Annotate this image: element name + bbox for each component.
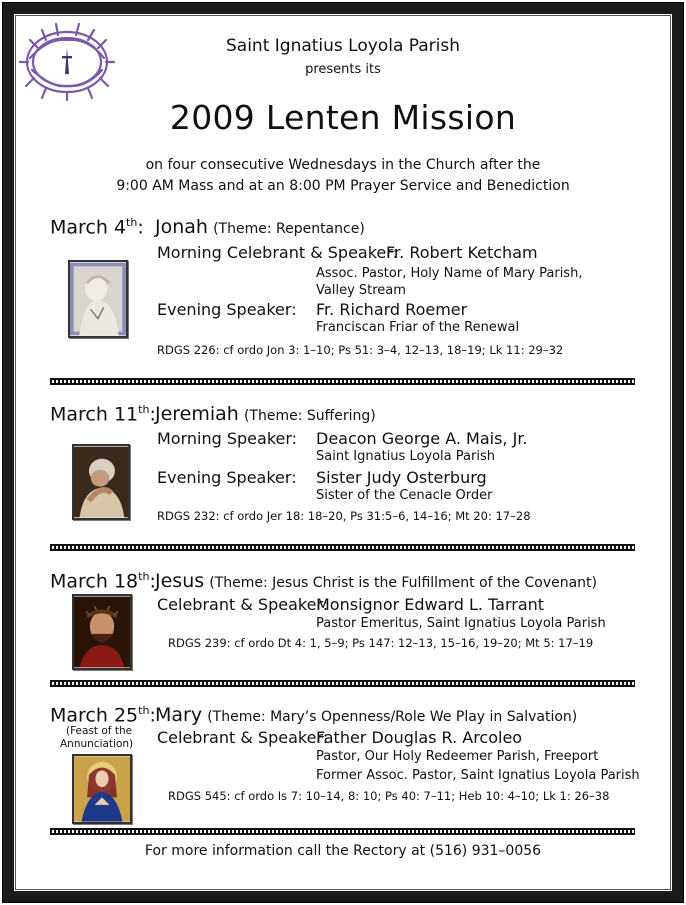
session-date: March 18th: — [50, 570, 156, 593]
speaker-detail: Valley Stream — [316, 283, 406, 298]
feast-note: Annunciation) — [60, 738, 134, 750]
speaker-name: Sister Judy Osterburg — [316, 468, 487, 487]
speaker-detail: Pastor, Our Holy Redeemer Parish, Freeport — [316, 749, 599, 764]
footer-contact: For more information call the Rectory at (516) 931–0056 — [144, 843, 542, 859]
speaker-name: Fr. Robert Ketcham — [386, 243, 538, 262]
session-date: March 4th: — [50, 216, 144, 239]
readings: RDGS 545: cf ordo Is 7: 10–14, 8: 10; Ps 40: 7–11; Heb 10: 4–10; Lk 1: 26–38 — [168, 789, 610, 803]
section-divider — [50, 378, 635, 385]
intro-line-1: on four consecutive Wednesdays in the Church after the — [145, 157, 541, 173]
crown-of-thorns-icon — [18, 18, 116, 102]
page-title: 2009 Lenten Mission — [169, 98, 517, 137]
speaker-detail: Former Assoc. Pastor, Saint Ignatius Loyola Parish — [316, 768, 640, 783]
mary-portrait-image — [72, 754, 132, 824]
session-date: March 11th: — [50, 403, 156, 426]
speaker-role: Morning Celebrant & Speaker: — [157, 243, 398, 262]
speaker-detail: Sister of the Cenacle Order — [316, 488, 493, 503]
readings: RDGS 226: cf ordo Jon 3: 1–10; Ps 51: 3–4, 12–13, 18–19; Lk 11: 29–32 — [157, 343, 564, 357]
speaker-role: Celebrant & Speaker: — [157, 595, 329, 614]
jesus-portrait-image — [72, 594, 132, 670]
speaker-role: Evening Speaker: — [157, 468, 297, 487]
presents-text: presents its — [305, 62, 381, 77]
speaker-name: Monsignor Edward L. Tarrant — [316, 595, 545, 614]
intro-line-2: 9:00 AM Mass and at an 8:00 PM Prayer Service and Benediction — [116, 178, 570, 194]
session-heading: Jonah (Theme: Repentance) — [155, 216, 365, 238]
section-divider — [50, 544, 635, 551]
session-date: March 25th: — [50, 704, 156, 727]
section-divider — [50, 828, 635, 835]
speaker-role: Morning Speaker: — [157, 429, 298, 448]
readings: RDGS 239: cf ordo Dt 4: 1, 5–9; Ps 147: 12–13, 15–16, 19–20; Mt 5: 17–19 — [168, 636, 594, 650]
jeremiah-portrait-image — [72, 444, 130, 520]
speaker-detail: Saint Ignatius Loyola Parish — [316, 449, 495, 464]
speaker-detail: Pastor Emeritus, Saint Ignatius Loyola Parish — [316, 616, 606, 631]
session-heading: Jeremiah (Theme: Suffering) — [155, 403, 376, 425]
speaker-role: Celebrant & Speaker: — [157, 728, 329, 747]
speaker-detail: Assoc. Pastor, Holy Name of Mary Parish, — [316, 266, 583, 281]
section-divider — [50, 680, 635, 687]
session-heading: Mary (Theme: Mary’s Openness/Role We Play in Salvation) — [155, 704, 578, 726]
speaker-name: Fr. Richard Roemer — [316, 300, 468, 319]
speaker-detail: Franciscan Friar of the Renewal — [316, 320, 520, 335]
jonah-portrait-image — [68, 260, 128, 338]
parish-name: Saint Ignatius Loyola Parish — [225, 36, 461, 56]
speaker-role: Evening Speaker: — [157, 300, 297, 319]
speaker-name: Father Douglas R. Arcoleo — [316, 728, 523, 747]
readings: RDGS 232: cf ordo Jer 18: 18–20, Ps 31:5–6, 14–16; Mt 20: 17–28 — [157, 509, 531, 523]
speaker-name: Deacon George A. Mais, Jr. — [316, 429, 528, 448]
feast-note: (Feast of the — [66, 725, 133, 737]
session-heading: Jesus (Theme: Jesus Christ is the Fulfillment of the Covenant) — [155, 570, 597, 592]
